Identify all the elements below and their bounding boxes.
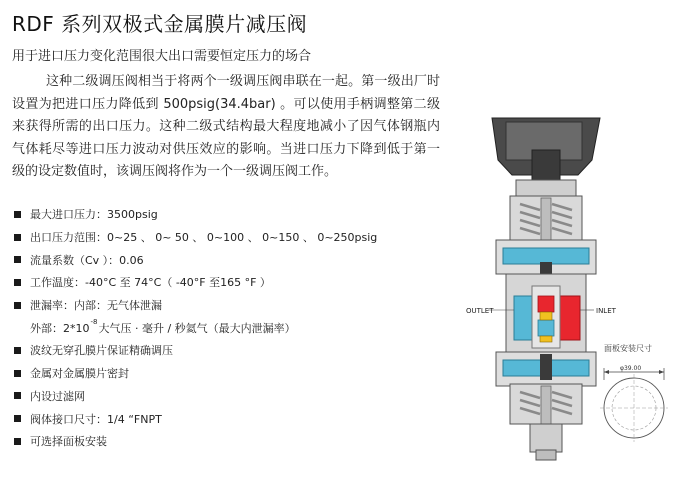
feature-item	[14, 362, 377, 385]
feature-item	[14, 294, 377, 317]
feature-text: 金属对金属膜片密封	[30, 367, 129, 381]
feature-item	[14, 271, 377, 294]
subtitle: 用于进口压力变化范围很大出口需要恒定压力的场合	[12, 49, 312, 64]
feature-item	[14, 385, 377, 408]
feature-item	[14, 248, 377, 271]
feature-item	[14, 203, 377, 226]
feature-text: 泄漏率：内部：无气体泄漏	[30, 299, 162, 313]
feature-text: 可选择面板安装	[30, 435, 107, 449]
lower-spring-housing	[510, 384, 582, 460]
bullet-icon	[14, 347, 21, 354]
panel-mounting-label: 面板安装尺寸	[604, 344, 652, 353]
feature-text: 阀体接口尺寸：1/4 “FNPT	[30, 412, 162, 426]
feature-item	[14, 226, 377, 249]
feature-item	[14, 339, 377, 362]
bullet-icon	[14, 302, 21, 309]
outlet-label: OUTLET	[466, 307, 494, 315]
adjustment-handle	[492, 118, 600, 182]
feature-item	[14, 407, 377, 430]
regulator-body	[496, 240, 596, 386]
panel-cutout-drawing	[600, 365, 668, 442]
feature-text: 最大进口压力：3500psig	[30, 208, 158, 222]
bullet-icon	[14, 438, 21, 445]
bullet-icon	[14, 279, 21, 286]
regulator-cross-section-diagram	[460, 100, 689, 486]
bonnet	[510, 180, 582, 242]
inlet-label: INLET	[596, 307, 616, 315]
page-title: RDF 系列双极式金属膜片减压阀	[12, 12, 308, 36]
bullet-icon	[14, 234, 21, 241]
bullet-icon	[14, 256, 21, 263]
feature-subitem	[14, 316, 377, 339]
leak-external-exponent: -8	[90, 317, 98, 326]
bullet-icon	[14, 392, 21, 399]
feature-text: 流量系数（Cv ）：0.06	[30, 253, 144, 267]
feature-text: 出口压力范围：0~25 、 0~ 50 、 0~100 、 0~150 、 0~250psig	[30, 231, 378, 245]
bullet-icon	[14, 370, 21, 377]
feature-text: 工作温度：-40°C 至 74°C（ -40°F 至165 °F ）	[30, 276, 271, 290]
feature-text: 波纹无穿孔膜片保证精确调压	[30, 344, 173, 358]
feature-item	[14, 430, 377, 453]
leak-external-suffix: 大气压 · 毫升 / 秒氦气（最大内泄漏率）	[98, 321, 296, 335]
bullet-icon	[14, 415, 21, 422]
bullet-icon	[14, 211, 21, 218]
description-paragraph: 这种二级调压阀相当于将两个一级调压阀串联在一起。第一级出厂时设置为把进口压力降低到 500psig(34.4bar) 。可以使用手柄调整第二级来获得所需的出口压力。这种二级式结构最大程度地减小了因气体钢瓶内气体耗尽等进口压力波动对供压效应的影响。当进口压力下降到低于第一级的设定数值时，该调压阀将作为一个一级调压阀工作。	[12, 74, 440, 179]
feature-text: 内设过滤网	[30, 389, 85, 403]
leak-external-prefix: 外部：2*10	[30, 321, 90, 335]
feature-list	[14, 203, 377, 453]
dimension-label: φ39.00	[620, 365, 642, 372]
